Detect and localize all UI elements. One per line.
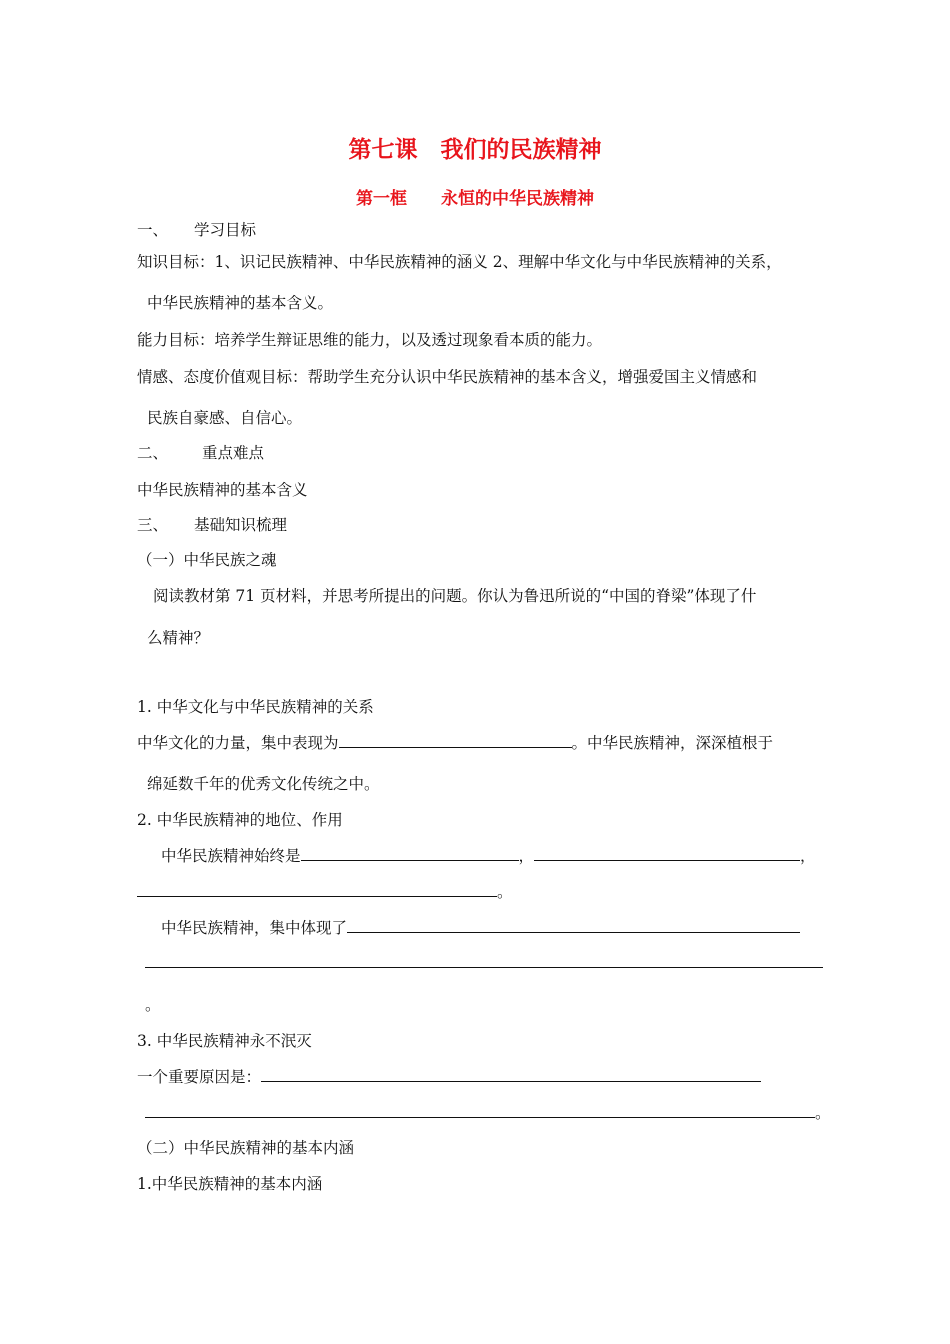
answer-blank[interactable] <box>137 882 497 897</box>
item-two-text-line-1 <box>161 846 816 866</box>
item-two-text-line-3 <box>161 918 800 938</box>
section-subtitle: 第一框 永恒的中华民族精神 <box>356 189 594 209</box>
period: 。 <box>497 883 513 901</box>
section-heading-text: 基础知识梳理 <box>194 516 288 534</box>
key-point: 中华民族精神的基本含义 <box>137 481 308 499</box>
part-two-item-one: 1.中华民族精神的基本内涵 <box>137 1175 323 1193</box>
answer-blank[interactable] <box>145 1103 815 1118</box>
section-heading-text: 重点难点 <box>202 444 265 462</box>
section-one-heading <box>137 220 256 240</box>
comma: ， <box>518 847 535 865</box>
item-one-text-b: 。中华民族精神，深深植根于 <box>571 734 774 752</box>
ability-goal: 能力目标：培养学生辩证思维的能力，以及透过现象看本质的能力。 <box>137 331 603 349</box>
item-three-text-a: 一个重要原因是： <box>137 1068 262 1086</box>
section-heading-text: 学习目标 <box>194 221 257 239</box>
period: 。 <box>145 996 161 1014</box>
period: 。 <box>815 1104 831 1122</box>
item-two-text-line-2 <box>137 882 513 902</box>
reading-prompt-line-2: 么精神？ <box>147 629 210 647</box>
answer-blank[interactable] <box>347 918 800 933</box>
section-two-heading <box>137 443 264 463</box>
item-three-text-line-2 <box>145 1103 831 1123</box>
knowledge-goal-line-2: 中华民族精神的基本含义。 <box>147 294 334 312</box>
answer-blank[interactable] <box>339 733 572 748</box>
section-three-heading <box>137 515 287 535</box>
section-number: 二、 <box>137 444 169 462</box>
item-three-text <box>137 1067 761 1087</box>
item-two-text-a: 中华民族精神始终是 <box>161 847 301 865</box>
lesson-title: 第七课 我们的民族精神 <box>348 136 602 163</box>
item-two-text-b: 中华民族精神，集中体现了 <box>161 919 348 937</box>
answer-blank[interactable] <box>301 846 519 861</box>
part-two-heading: （二）中华民族精神的基本内涵 <box>137 1139 355 1157</box>
knowledge-goal-line-1: 知识目标：1、识记民族精神、中华民族精神的涵义 2、理解中华文化与中华民族精神的关系， <box>137 253 782 271</box>
item-one-text-a: 中华文化的力量，集中表现为 <box>137 734 339 752</box>
reading-prompt-line-1: 阅读教材第 71 页材料，并思考所提出的问题。你认为鲁迅所说的“中国的脊梁”体现了什 <box>153 587 757 605</box>
answer-blank[interactable] <box>261 1067 761 1082</box>
part-one-heading: （一）中华民族之魂 <box>137 551 277 569</box>
section-number: 一、 <box>137 221 169 239</box>
item-two-heading: 2. 中华民族精神的地位、作用 <box>137 811 343 829</box>
emotion-goal-line-1: 情感、态度价值观目标：帮助学生充分认识中华民族精神的基本含义，增强爱国主义情感和 <box>137 368 758 386</box>
answer-blank[interactable] <box>534 846 800 861</box>
item-one-text <box>137 733 773 753</box>
section-number: 三、 <box>137 516 169 534</box>
emotion-goal-line-2: 民族自豪感、自信心。 <box>147 409 303 427</box>
answer-blank[interactable] <box>145 967 823 968</box>
item-three-heading: 3. 中华民族精神永不泯灭 <box>137 1032 312 1050</box>
item-one-text-c: 绵延数千年的优秀文化传统之中。 <box>147 775 380 793</box>
item-one-heading: 1. 中华文化与中华民族精神的关系 <box>137 698 374 716</box>
comma: ， <box>800 847 816 865</box>
